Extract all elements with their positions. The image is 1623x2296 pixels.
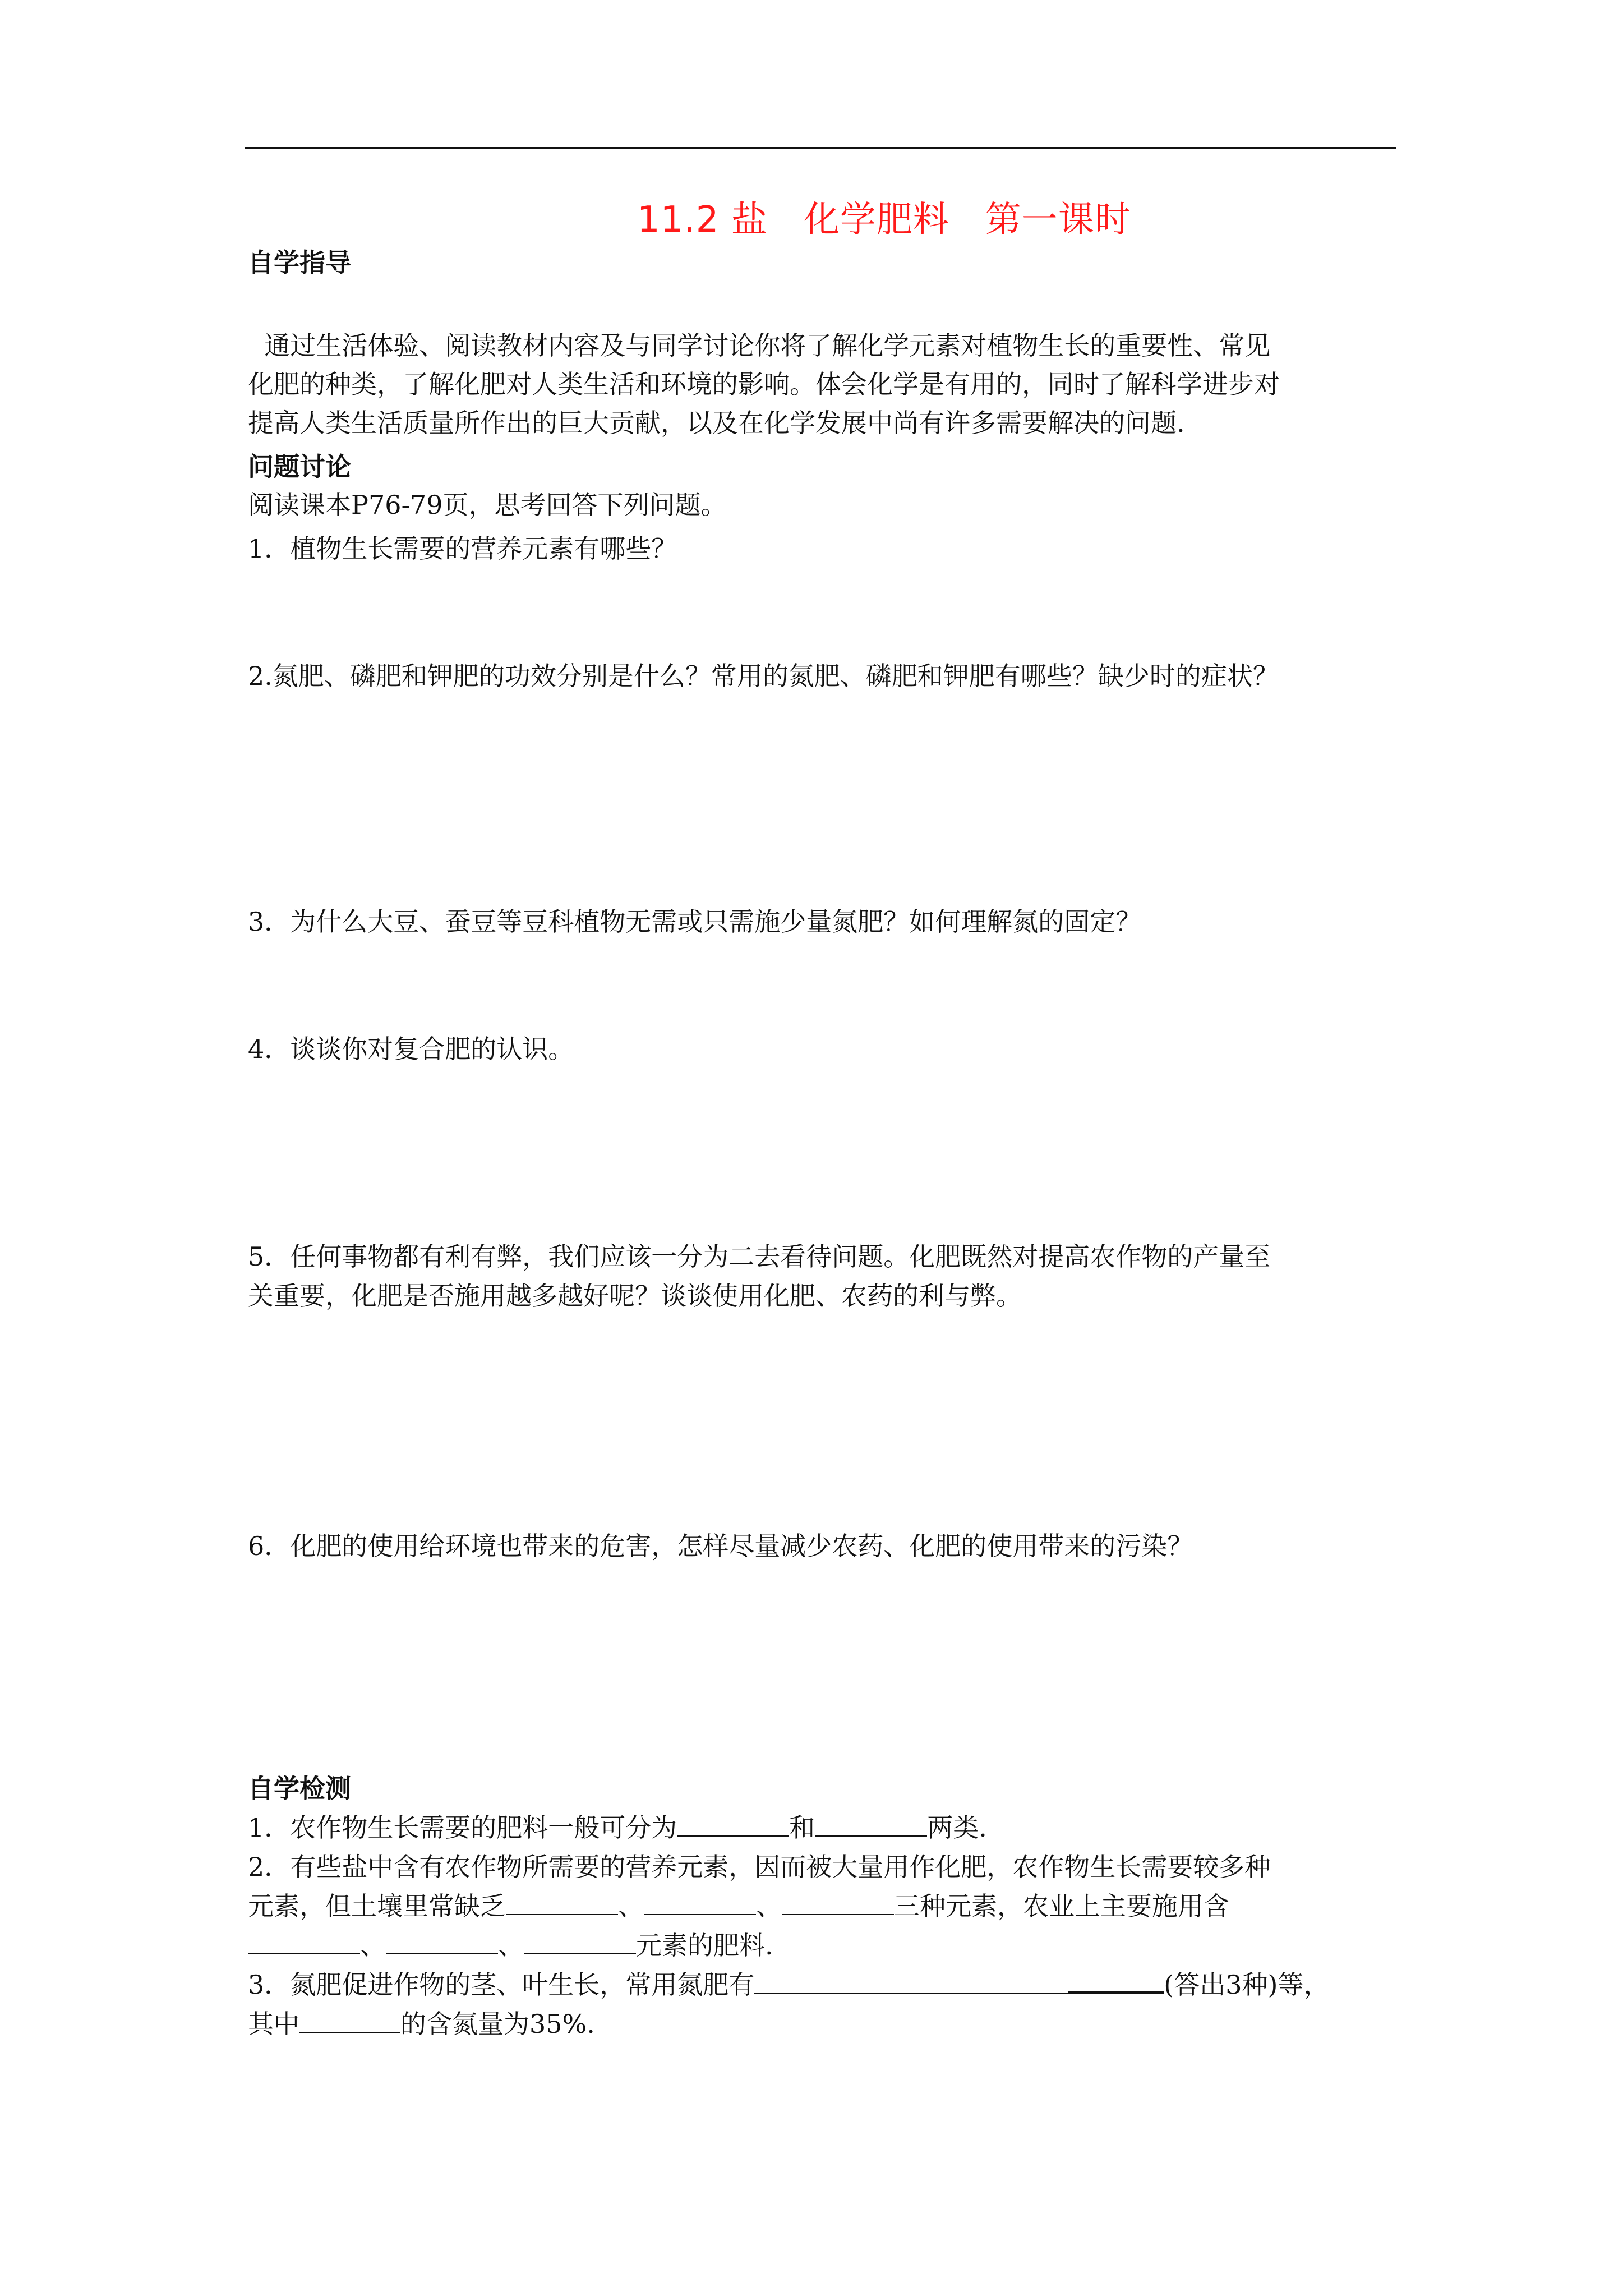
intro-line: 化肥的种类，了解化肥对人类生活和环境的影响。体会化学是有用的，同时了解科学进步对 (248, 369, 1280, 399)
answer-blank[interactable] (754, 1970, 1068, 1994)
test-question-2-line-3 (248, 1930, 773, 1961)
question-5-line-2: 关重要，化肥是否施用越多越好呢？谈谈使用化肥、农药的利与弊。 (248, 1281, 1022, 1311)
test-text: 其中 (248, 2009, 299, 2039)
test-question-2-line-2 (248, 1890, 1229, 1922)
header-rule (245, 147, 1396, 149)
answer-blank[interactable] (1068, 1969, 1164, 1994)
test-text: 和 (789, 1812, 815, 1843)
answer-blank[interactable] (782, 1892, 894, 1915)
page-title: 11.2 盐 化学肥料 第一课时 (637, 199, 1131, 241)
answer-blank[interactable] (524, 1931, 636, 1954)
section-heading-test: 自学检测 (248, 1773, 351, 1803)
test-text: (答出3种)等， (1164, 1970, 1330, 2000)
test-question-2-line-1: 2．有些盐中含有农作物所需要的营养元素，因而被大量用作化肥，农作物生长需要较多种 (248, 1852, 1271, 1882)
test-text: 元素的肥料. (636, 1930, 773, 1961)
answer-blank[interactable] (299, 2009, 400, 2033)
test-text: 、 (360, 1930, 386, 1961)
test-text: 两类. (927, 1812, 987, 1843)
reading-instruction: 阅读课本P76-79页，思考回答下列问题。 (248, 490, 727, 520)
answer-blank[interactable] (677, 1813, 789, 1837)
intro-paragraph (248, 326, 1403, 443)
question-4: 4．谈谈你对复合肥的认识。 (248, 1034, 574, 1064)
test-text: 3．氮肥促进作物的茎、叶生长，常用氮肥有 (248, 1970, 755, 2000)
answer-blank[interactable] (506, 1892, 618, 1915)
test-question-3-line-1 (248, 1969, 1329, 2000)
answer-blank[interactable] (644, 1892, 756, 1915)
test-text: 三种元素，农业上主要施用含 (894, 1891, 1229, 1921)
test-text: 、 (756, 1891, 782, 1921)
answer-blank[interactable] (248, 1931, 360, 1954)
test-text: 元素，但土壤里常缺乏 (248, 1891, 506, 1921)
test-text: 的含氮量为35%. (400, 2009, 595, 2039)
test-question-1 (248, 1812, 987, 1843)
section-heading-self-study: 自学指导 (248, 247, 351, 278)
answer-blank[interactable] (386, 1931, 498, 1954)
question-6: 6．化肥的使用给环境也带来的危害，怎样尽量减少农药、化肥的使用带来的污染？ (248, 1531, 1193, 1561)
test-text: 、 (498, 1930, 524, 1961)
intro-line: 通过生活体验、阅读教材内容及与同学讨论你将了解化学元素对植物生长的重要性、常见 (248, 330, 1271, 361)
question-3: 3．为什么大豆、蚕豆等豆科植物无需或只需施少量氮肥？如何理解氮的固定？ (248, 907, 1142, 937)
test-text: 1．农作物生长需要的肥料一般可分为 (248, 1812, 677, 1843)
test-text: 、 (618, 1891, 644, 1921)
section-heading-discussion: 问题讨论 (248, 452, 351, 482)
intro-line: 提高人类生活质量所作出的巨大贡献，以及在化学发展中尚有许多需要解决的问题. (248, 408, 1185, 438)
answer-blank[interactable] (815, 1813, 927, 1837)
test-question-3-line-2 (248, 2008, 595, 2040)
question-5-line-1: 5．任何事物都有利有弊，我们应该一分为二去看待问题。化肥既然对提高农作物的产量至 (248, 1241, 1271, 1272)
question-2: 2.氮肥、磷肥和钾肥的功效分别是什么？常用的氮肥、磷肥和钾肥有哪些？缺少时的症状？ (248, 661, 1279, 691)
question-1: 1．植物生长需要的营养元素有哪些？ (248, 533, 677, 564)
